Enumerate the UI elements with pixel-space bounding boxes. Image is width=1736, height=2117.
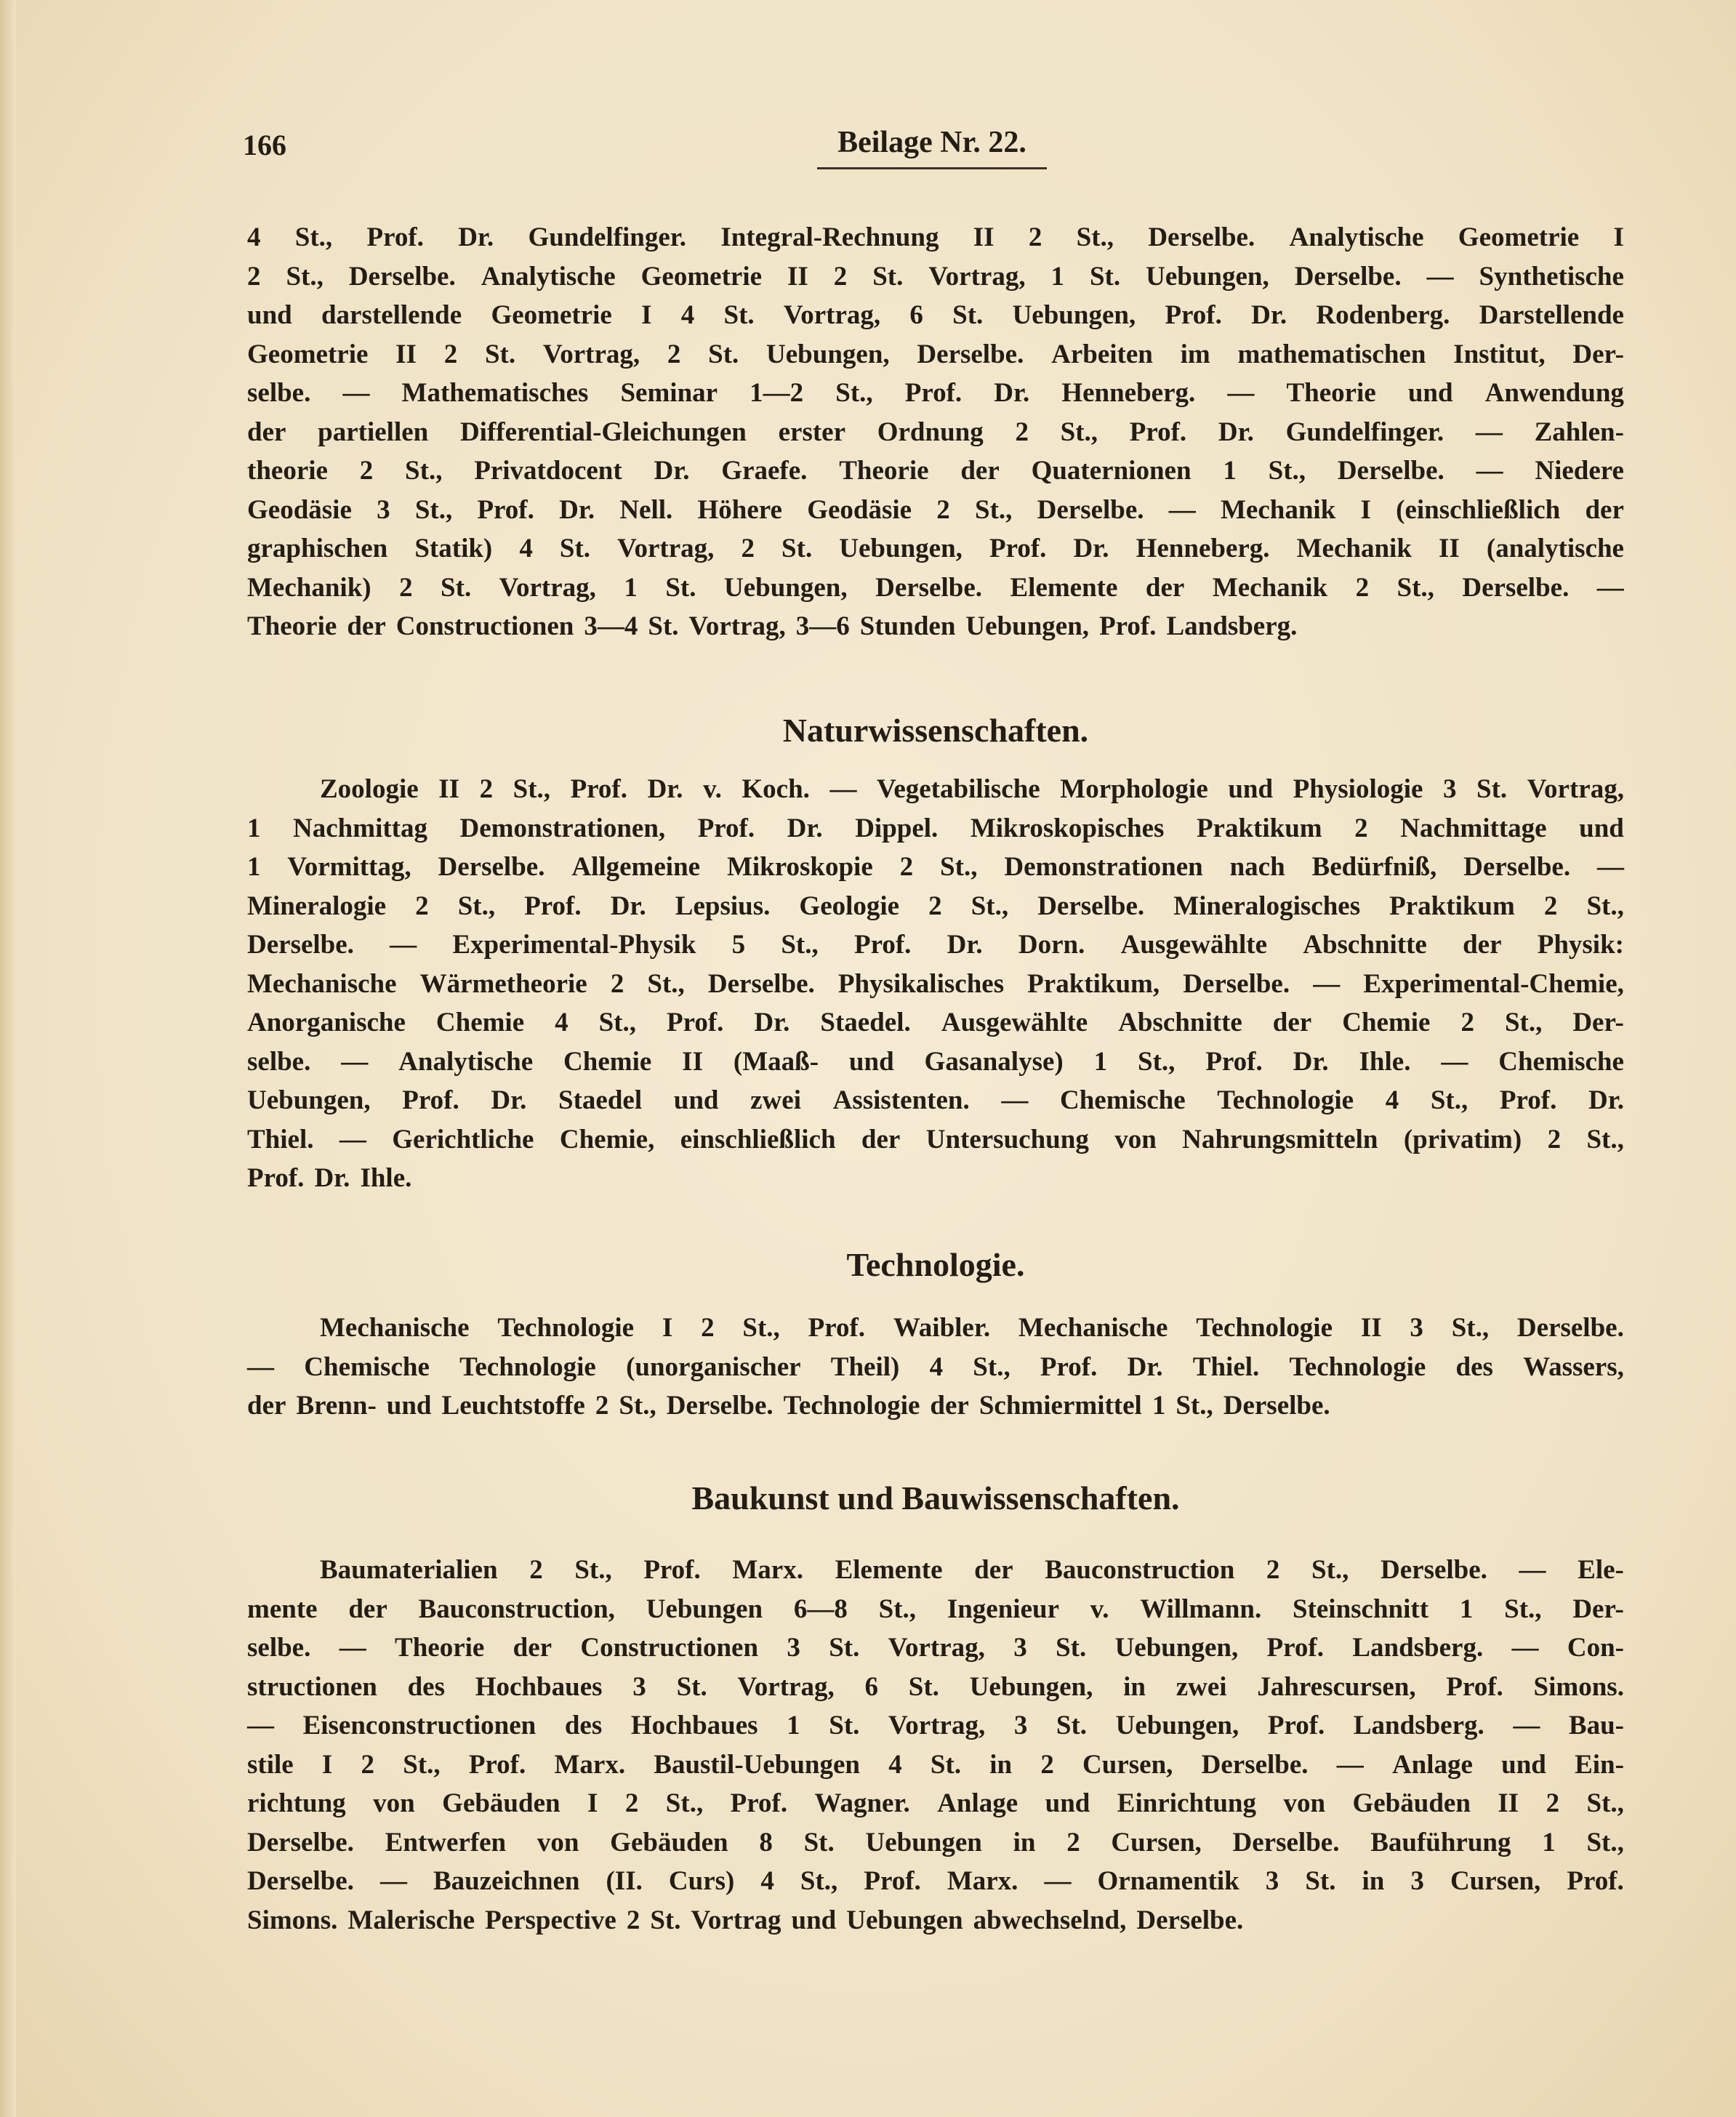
- text-line: stile I 2 St., Prof. Marx. Baustil-Uebungen 4 St. in 2 Cursen, Derselbe. — Anlage und Ein-: [247, 1749, 1624, 1780]
- paragraph: [247, 1309, 1624, 1426]
- text-line: mente der Bauconstruction, Uebungen 6—8 St., Ingenieur v. Willmann. Steinschnitt 1 St., Der-: [247, 1594, 1624, 1624]
- text-line: Prof. Dr. Ihle.: [247, 1163, 412, 1193]
- text-line: Anorganische Chemie 4 St., Prof. Dr. Staedel. Ausgewählte Abschnitte der Chemie 2 St., Der-: [247, 1008, 1624, 1037]
- text-line: Simons. Malerische Perspective 2 St. Vortrag und Uebungen abwechselnd, Derselbe.: [247, 1905, 1244, 1935]
- running-title: Beilage Nr. 22.: [837, 126, 1026, 159]
- text-line: Derselbe. Entwerfen von Gebäuden 8 St. Uebungen in 2 Cursen, Derselbe. Bauführung 1 St.,: [247, 1827, 1624, 1857]
- text-line: Mechanische Wärmetheorie 2 St., Derselbe. Physikalisches Praktikum, Derselbe. — Experimental-Chemie,: [247, 968, 1624, 999]
- text-line: der partiellen Differential-Gleichungen erster Ordnung 2 St., Prof. Dr. Gundelfinger. — Zahlen-: [247, 417, 1624, 447]
- section-heading: Technologie.: [846, 1246, 1025, 1283]
- page-number: 166: [243, 129, 286, 161]
- text-line: selbe. — Analytische Chemie II (Maaß- und Gasanalyse) 1 St., Prof. Dr. Ihle. — Chemische: [247, 1046, 1624, 1077]
- text-line: Mechanische Technologie I 2 St., Prof. Waibler. Mechanische Technologie II 3 St., Derselbe.: [320, 1313, 1624, 1343]
- page-edge: [0, 0, 16, 2117]
- text-line: 1 Nachmittag Demonstrationen, Prof. Dr. Dippel. Mikroskopisches Praktikum 2 Nachmittage und: [247, 813, 1624, 843]
- paragraph: [247, 770, 1624, 1198]
- paragraph: [247, 1551, 1624, 1940]
- text-line: der Brenn- und Leuchtstoffe 2 St., Derselbe. Technologie der Schmiermittel 1 St., Derselbe.: [247, 1391, 1330, 1421]
- text-line: Derselbe. — Bauzeichnen (II. Curs) 4 St., Prof. Marx. — Ornamentik 3 St. in 3 Cursen, Prof.: [247, 1866, 1624, 1896]
- text-line: graphischen Statik) 4 St. Vortrag, 2 St. Uebungen, Prof. Dr. Henneberg. Mechanik II (analytische: [247, 534, 1624, 563]
- text-line: 4 St., Prof. Dr. Gundelfinger. Integral-Rechnung II 2 St., Derselbe. Analytische Geometrie I: [247, 222, 1624, 252]
- section-heading: Naturwissenschaften.: [782, 712, 1089, 749]
- text-line: 2 St., Derselbe. Analytische Geometrie II 2 St. Vortrag, 1 St. Uebungen, Derselbe. — Synthetische: [247, 261, 1624, 292]
- text-line: Mechanik) 2 St. Vortrag, 1 St. Uebungen, Derselbe. Elemente der Mechanik 2 St., Derselbe. —: [247, 572, 1624, 603]
- text-line: Baumaterialien 2 St., Prof. Marx. Elemente der Bauconstruction 2 St., Derselbe. — Ele-: [320, 1555, 1624, 1585]
- text-line: — Eisenconstructionen des Hochbaues 1 St. Vortrag, 3 St. Uebungen, Prof. Landsberg. — Bau-: [247, 1711, 1624, 1740]
- text-line: Geodäsie 3 St., Prof. Dr. Nell. Höhere Geodäsie 2 St., Derselbe. — Mechanik I (einschließlich der: [247, 494, 1624, 525]
- text-line: Derselbe. — Experimental-Physik 5 St., Prof. Dr. Dorn. Ausgewählte Abschnitte der Physik:: [247, 930, 1624, 960]
- text-line: Theorie der Constructionen 3—4 St. Vortrag, 3—6 Stunden Uebungen, Prof. Landsberg.: [247, 611, 1298, 641]
- text-line: richtung von Gebäuden I 2 St., Prof. Wagner. Anlage und Einrichtung von Gebäuden II 2 St.,: [247, 1788, 1624, 1818]
- text-line: 1 Vormittag, Derselbe. Allgemeine Mikroskopie 2 St., Demonstrationen nach Bedürfniß, Derselbe. —: [247, 852, 1624, 882]
- paragraph: [247, 218, 1624, 646]
- text-line: structionen des Hochbaues 3 St. Vortrag, 6 St. Uebungen, in zwei Jahrescursen, Prof. Simons.: [247, 1671, 1624, 1702]
- section-heading: Baukunst und Bauwissenschaften.: [691, 1479, 1180, 1517]
- text-line: Geometrie II 2 St. Vortrag, 2 St. Uebungen, Derselbe. Arbeiten im mathematischen Institut, Der-: [247, 339, 1624, 369]
- text-line: Thiel. — Gerichtliche Chemie, einschließlich der Untersuchung von Nahrungsmitteln (privatim) 2 St.,: [247, 1124, 1624, 1154]
- text-line: selbe. — Mathematisches Seminar 1—2 St., Prof. Dr. Henneberg. — Theorie und Anwendung: [247, 378, 1624, 408]
- text-line: Zoologie II 2 St., Prof. Dr. v. Koch. — Vegetabilische Morphologie und Physiologie 3 St. Vortrag,: [320, 774, 1624, 804]
- text-line: Uebungen, Prof. Dr. Staedel und zwei Assistenten. — Chemische Technologie 4 St., Prof. Dr.: [247, 1085, 1624, 1115]
- text-line: und darstellende Geometrie I 4 St. Vortrag, 6 St. Uebungen, Prof. Dr. Rodenberg. Darstellende: [247, 300, 1624, 330]
- text-line: theorie 2 St., Privatdocent Dr. Graefe. Theorie der Quaternionen 1 St., Derselbe. — Niedere: [247, 456, 1624, 486]
- text-line: Mineralogie 2 St., Prof. Dr. Lepsius. Geologie 2 St., Derselbe. Mineralogisches Praktikum 2 St.,: [247, 891, 1624, 921]
- text-line: selbe. — Theorie der Constructionen 3 St. Vortrag, 3 St. Uebungen, Prof. Landsberg. — Con-: [247, 1633, 1624, 1663]
- title-underline: [817, 167, 1047, 169]
- text-line: — Chemische Technologie (unorganischer Theil) 4 St., Prof. Dr. Thiel. Technologie des Wassers,: [247, 1351, 1624, 1382]
